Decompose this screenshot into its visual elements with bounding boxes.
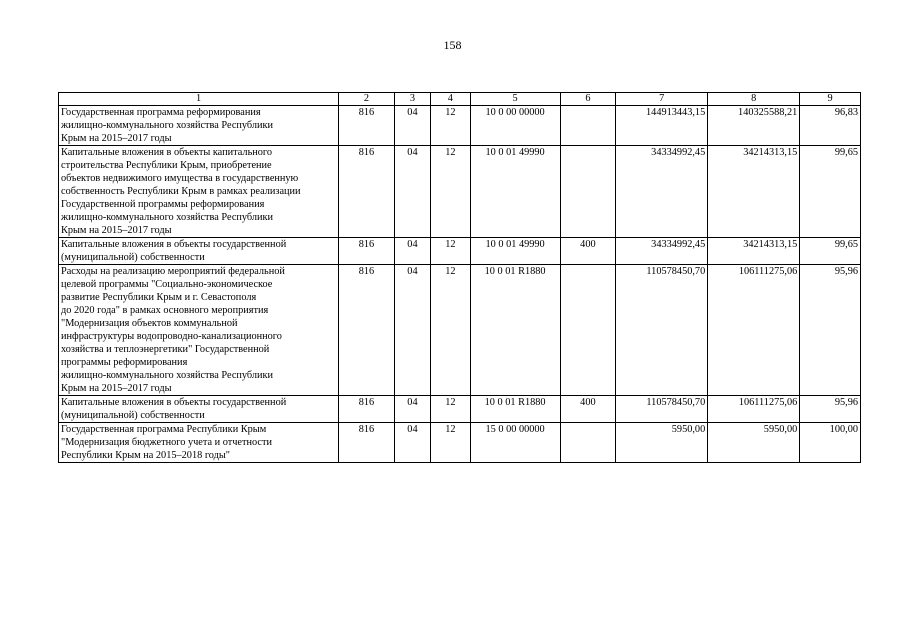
ministry-code: 816 <box>339 396 395 423</box>
expense-type-code: 400 <box>560 396 616 423</box>
column-header-2: 2 <box>339 93 395 106</box>
section-code: 04 <box>394 106 430 146</box>
section-code: 04 <box>394 238 430 265</box>
row-name: Государственная программа Республики Крым "Модернизация бюджетного учета и отчетности Республики Крым на 2015–2018 годы" <box>59 423 339 463</box>
subsection-code: 12 <box>431 106 470 146</box>
approved-amount: 110578450,70 <box>616 396 708 423</box>
row-name: Расходы на реализацию мероприятий федеральной целевой программы "Социально-экономическое развитие Республики Крым и г. Севастополя до 2020 года" в рамках основного мероприятия "Модернизация объектов коммунальной инфраструктуры водопроводно-канализационного хозяйства и теплоэнергетики" Государственной программы реформирования жилищно-коммунального хозяйства Республики Крым на 2015–2017 годы <box>59 265 339 396</box>
subsection-code: 12 <box>431 265 470 396</box>
expense-type-code <box>560 146 616 238</box>
ministry-code: 816 <box>339 238 395 265</box>
table-row <box>59 265 861 396</box>
approved-amount: 110578450,70 <box>616 265 708 396</box>
target-article-code: 10 0 01 49990 <box>470 146 560 238</box>
ministry-code: 816 <box>339 106 395 146</box>
expense-type-code <box>560 106 616 146</box>
executed-amount: 34214313,15 <box>708 238 800 265</box>
execution-percent: 99,65 <box>800 146 861 238</box>
table-row <box>59 423 861 463</box>
execution-percent: 95,96 <box>800 396 861 423</box>
expense-type-code: 400 <box>560 238 616 265</box>
section-code: 04 <box>394 265 430 396</box>
budget-table <box>58 92 861 463</box>
table-header-row <box>59 93 861 106</box>
table-row <box>59 238 861 265</box>
row-name: Капитальные вложения в объекты капитального строительства Республики Крым, приобретение объектов недвижимого имущества в государственную собственность Республики Крым в рамках реализации Государственной программы реформирования жилищно-коммунального хозяйства Республики Крым на 2015–2017 годы <box>59 146 339 238</box>
subsection-code: 12 <box>431 238 470 265</box>
subsection-code: 12 <box>431 423 470 463</box>
execution-percent: 95,96 <box>800 265 861 396</box>
column-header-1: 1 <box>59 93 339 106</box>
target-article-code: 10 0 00 00000 <box>470 106 560 146</box>
expense-type-code <box>560 265 616 396</box>
row-name: Капитальные вложения в объекты государственной (муниципальной) собственности <box>59 396 339 423</box>
approved-amount: 34334992,45 <box>616 238 708 265</box>
ministry-code: 816 <box>339 423 395 463</box>
page-number: 158 <box>443 38 462 52</box>
execution-percent: 96,83 <box>800 106 861 146</box>
target-article-code: 10 0 01 49990 <box>470 238 560 265</box>
approved-amount: 34334992,45 <box>616 146 708 238</box>
executed-amount: 5950,00 <box>708 423 800 463</box>
table-row <box>59 146 861 238</box>
table-row <box>59 106 861 146</box>
approved-amount: 144913443,15 <box>616 106 708 146</box>
expense-type-code <box>560 423 616 463</box>
approved-amount: 5950,00 <box>616 423 708 463</box>
column-header-4: 4 <box>431 93 470 106</box>
executed-amount: 140325588,21 <box>708 106 800 146</box>
column-header-5: 5 <box>470 93 560 106</box>
ministry-code: 816 <box>339 265 395 396</box>
column-header-9: 9 <box>800 93 861 106</box>
executed-amount: 106111275,06 <box>708 265 800 396</box>
table-row <box>59 396 861 423</box>
column-header-7: 7 <box>616 93 708 106</box>
executed-amount: 34214313,15 <box>708 146 800 238</box>
row-name: Государственная программа реформирования жилищно-коммунального хозяйства Республики Крым на 2015–2017 годы <box>59 106 339 146</box>
target-article-code: 15 0 00 00000 <box>470 423 560 463</box>
subsection-code: 12 <box>431 146 470 238</box>
subsection-code: 12 <box>431 396 470 423</box>
target-article-code: 10 0 01 R1880 <box>470 396 560 423</box>
column-header-8: 8 <box>708 93 800 106</box>
ministry-code: 816 <box>339 146 395 238</box>
column-header-6: 6 <box>560 93 616 106</box>
section-code: 04 <box>394 423 430 463</box>
execution-percent: 100,00 <box>800 423 861 463</box>
section-code: 04 <box>394 396 430 423</box>
target-article-code: 10 0 01 R1880 <box>470 265 560 396</box>
section-code: 04 <box>394 146 430 238</box>
row-name: Капитальные вложения в объекты государственной (муниципальной) собственности <box>59 238 339 265</box>
execution-percent: 99,65 <box>800 238 861 265</box>
executed-amount: 106111275,06 <box>708 396 800 423</box>
column-header-3: 3 <box>394 93 430 106</box>
